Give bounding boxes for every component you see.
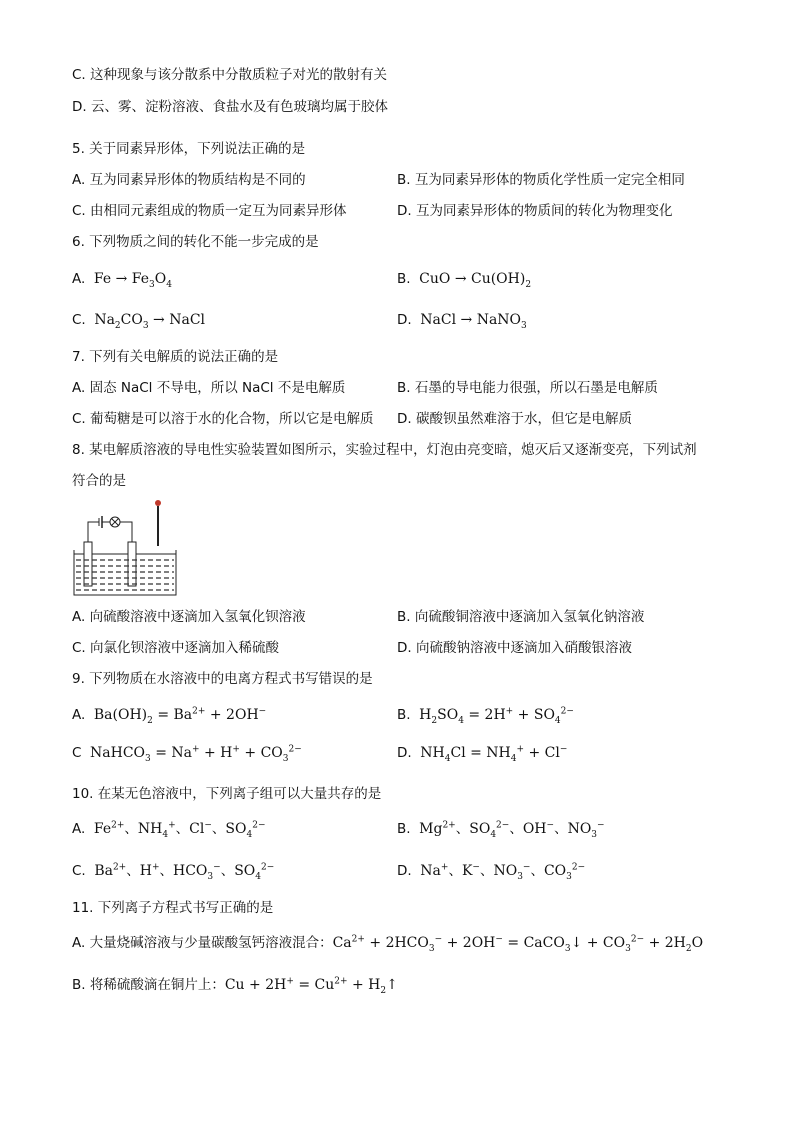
q9-option-b: B. $H_2SO_4 = 2H^+ + SO_4^{2-}$ (397, 706, 574, 726)
q6-option-c: C. $Na_2CO_3$ → NaCl (72, 312, 206, 331)
question-6: 6. 下列物质之间的转化不能一步完成的是 (72, 234, 319, 250)
question-8: 8. 某电解质溶液的导电性实验装置如图所示，实验过程中，灯泡由亮变暗，熄灭后又逐渐变亮，下列试剂 (72, 442, 697, 458)
q5-option-a: A. 互为同素异形体的物质结构是不同的 (72, 172, 306, 188)
q7-option-a: A. 固态 NaCl 不导电，所以 NaCl 不是电解质 (72, 380, 346, 396)
question-11: 11. 下列离子方程式书写正确的是 (72, 900, 274, 916)
q6-option-d: D. NaCl → NaNO$_3$ (397, 312, 527, 331)
q11-option-a: A. 大量烧碱溶液与少量碳酸氢钙溶液混合：$Ca^{2+} + 2HCO_3^- + 2OH^-$ = CaCO$_3$↓ + $CO_3^{2-} + 2H_2O$ (72, 934, 704, 954)
q10-option-d: D. Na+、K−、$NO_3^-$、$CO_3^{2-}$ (397, 862, 586, 882)
q9-option-d: D. $NH_4Cl = NH_4^+ + Cl^-$ (397, 744, 568, 764)
q6-option-b: B. CuO → $Cu(OH)_2$ (397, 271, 532, 290)
conductivity-apparatus-diagram (72, 498, 178, 598)
q8-option-c: C. 向氯化钡溶液中逐滴加入稀硫酸 (72, 640, 280, 656)
question-8-cont: 符合的是 (72, 473, 126, 489)
q7-option-b: B. 石墨的导电能力很强，所以石墨是电解质 (397, 380, 658, 396)
q11-option-b: B. 将稀硫酸滴在铜片上：$Cu + 2H^+ = Cu^{2+}$ + $H_2↑$ (72, 976, 398, 996)
question-9: 9. 下列物质在水溶液中的电离方程式书写错误的是 (72, 671, 373, 687)
q8-option-b: B. 向硫酸铜溶液中逐滴加入氢氧化钠溶液 (397, 609, 645, 625)
q7-option-c: C. 葡萄糖是可以溶于水的化合物，所以它是电解质 (72, 411, 374, 427)
q9-option-c: C NaHCO$_3$ = $Na^+ + H^+ + CO_3^{2-}$ (72, 744, 302, 764)
q9-option-a: A. $Ba(OH)_2 = Ba^{2+} + 2OH^-$ (72, 706, 267, 726)
option-line: C. 这种现象与该分散系中分散质粒子对光的散射有关 (72, 67, 388, 83)
q5-option-b: B. 互为同素异形体的物质化学性质一定完全相同 (397, 172, 685, 188)
option-line: D. 云、雾、淀粉溶液、食盐水及有色玻璃均属于胶体 (72, 99, 388, 115)
q10-option-b: B. $Mg^{2+}$、$SO_4^{2-}$、OH−、$NO_3^-$ (397, 820, 605, 840)
q6-option-a: A. $Fe \to Fe_3O_4$ (72, 271, 172, 290)
dropper-tip-icon (155, 500, 161, 506)
q10-option-a: A. $Fe^{2+}$、$NH_4^+$、Cl−、$SO_4^{2-}$ (72, 820, 266, 840)
q7-option-d: D. 碳酸钡虽然难溶于水，但它是电解质 (397, 411, 632, 427)
q8-option-d: D. 向硫酸钠溶液中逐滴加入硝酸银溶液 (397, 640, 632, 656)
q5-option-c: C. 由相同元素组成的物质一定互为同素异形体 (72, 203, 347, 219)
q10-option-c: C. $Ba^{2+}$、H+、$HCO_3^-$、$SO_4^{2-}$ (72, 862, 275, 882)
q8-option-a: A. 向硫酸溶液中逐滴加入氢氧化钡溶液 (72, 609, 306, 625)
question-7: 7. 下列有关电解质的说法正确的是 (72, 349, 279, 365)
question-5: 5. 关于同素异形体，下列说法正确的是 (72, 141, 306, 157)
q5-option-d: D. 互为同素异形体的物质间的转化为物理变化 (397, 203, 673, 219)
question-10: 10. 在某无色溶液中，下列离子组可以大量共存的是 (72, 786, 382, 802)
